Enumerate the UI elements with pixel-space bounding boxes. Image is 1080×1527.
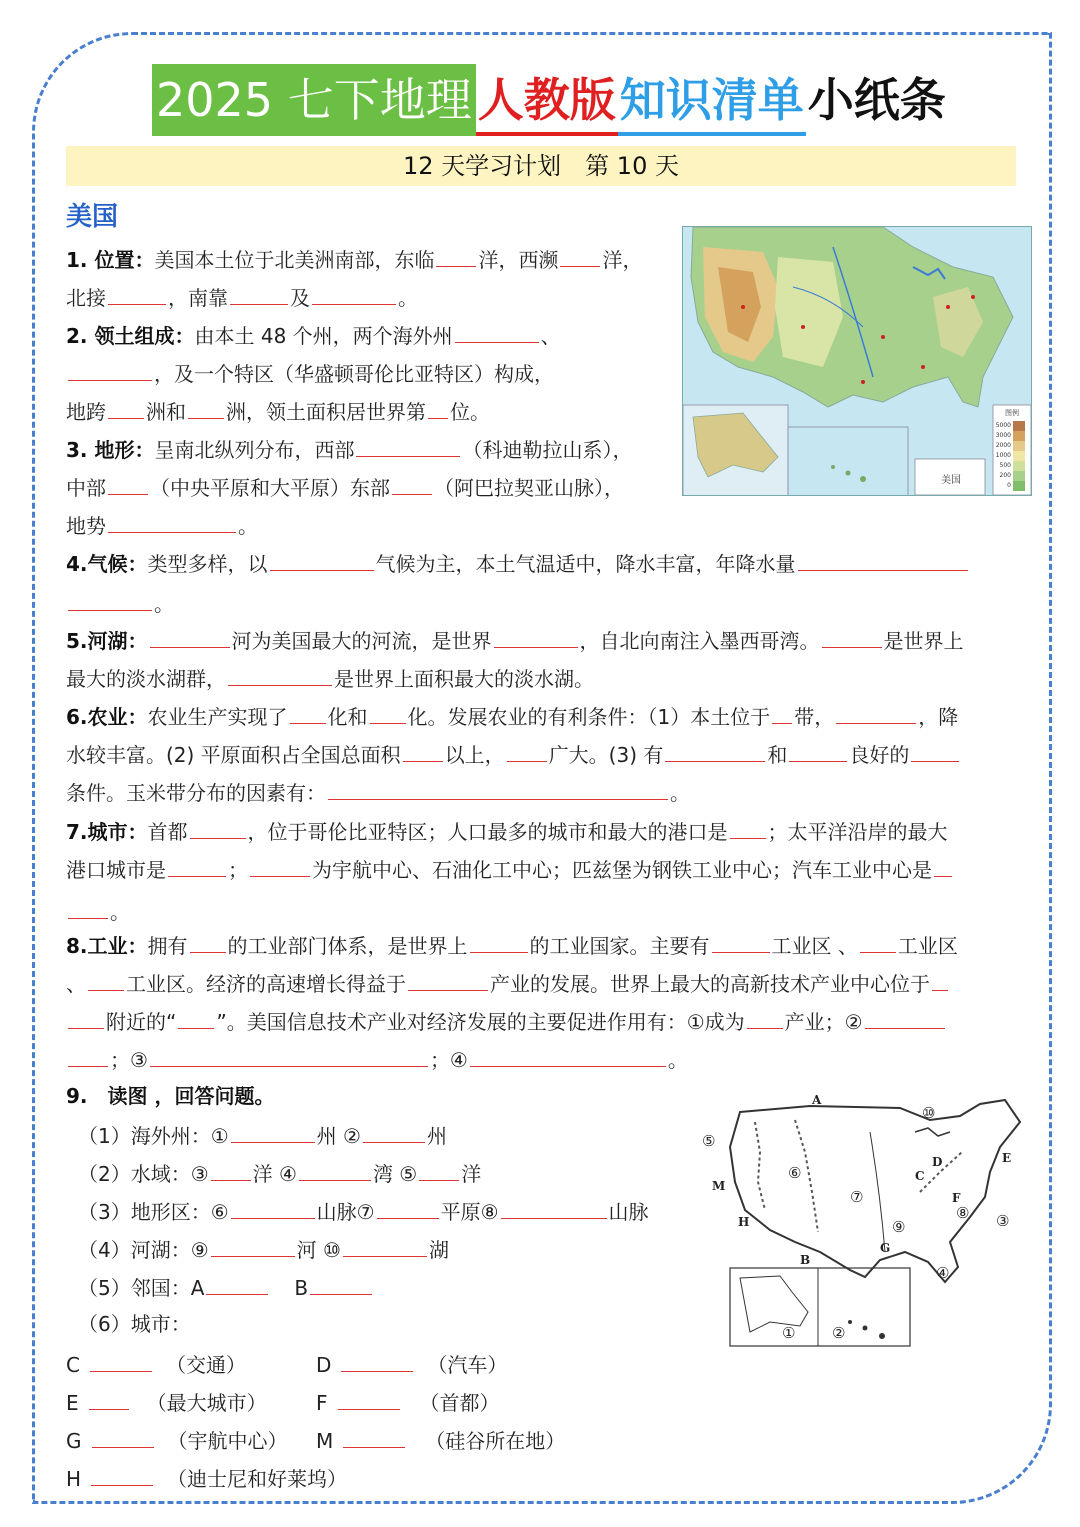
legend-value: 1000 xyxy=(995,452,1011,459)
item-7-line-1: 7.城市：首都 ，位于哥伦比亚特区；人口最多的城市和最大的港口是 ；太平洋沿岸的最大 xyxy=(66,820,948,844)
q9-2-waters: （2）水域：③ 洋 ④ 湾 ⑤ 洋 xyxy=(78,1162,482,1186)
map-number-10: ⑩ xyxy=(922,1104,936,1122)
usa-topographic-map-svg xyxy=(683,227,1032,496)
q9-6-cities: （6）城市： xyxy=(78,1312,191,1336)
item-5-line-2: 最大的淡水湖群， 是世界上面积最大的淡水湖。 xyxy=(66,667,594,691)
title-edition: 人教版 xyxy=(476,64,618,136)
map-number-7: ⑦ xyxy=(850,1188,864,1206)
item-8-line-1: 8.工业：拥有 的工业部门体系，是世界上 的工业国家。主要有 工业区 、 工业区 xyxy=(66,934,958,958)
map-number-5: ⑤ xyxy=(702,1132,716,1150)
legend-value: 5000 xyxy=(995,422,1011,429)
item-8-line-3: 附近的“ ”。美国信息技术产业对经济发展的主要促进作用有：①成为 产业；② xyxy=(66,1008,947,1034)
map-letter-g: G xyxy=(880,1241,891,1255)
map-number-3: ③ xyxy=(996,1212,1010,1230)
legend-value: 3000 xyxy=(995,432,1011,439)
map-number-9: ⑨ xyxy=(892,1218,906,1236)
item-3-line-2: 中部 （中央平原和大平原）东部 （阿巴拉契亚山脉）， xyxy=(66,476,624,500)
map-letter-h: H xyxy=(738,1215,750,1229)
item-1-line-1: 1. 位置：美国本土位于北美洲南部，东临 洋，西濒 洋， xyxy=(66,248,643,272)
item-3-line-3: 地势 。 xyxy=(66,514,258,538)
city-row-2: E （最大城市） F （首都） xyxy=(66,1391,500,1415)
map-number-8: ⑧ xyxy=(956,1204,970,1222)
map-letter-b: B xyxy=(800,1253,811,1267)
map-number-1: ① xyxy=(782,1324,796,1342)
map-letter-e: E xyxy=(1002,1151,1012,1165)
title-year-subject: 2025 七下地理 xyxy=(152,64,476,136)
city-row-3: G （宇航中心） M （硅谷所在地） xyxy=(66,1429,566,1453)
item-9-heading: 9. 读图 ，回答问题。 xyxy=(66,1084,275,1108)
legend-value: 200 xyxy=(999,472,1011,479)
item-2-line-1: 2. 领土组成：由本土 48 个州，两个海外州 、 xyxy=(66,324,561,348)
map1-legend-title: 图例 xyxy=(1005,409,1019,417)
item-5-line-1: 5.河湖： 河为美国最大的河流，是世界 ，自北向南注入墨西哥湾。 是世界上 xyxy=(66,629,964,653)
page-title xyxy=(152,64,948,136)
map-letter-m: M xyxy=(712,1179,726,1193)
title-note: 小纸条 xyxy=(807,73,946,127)
usa-outline-map-question-9 xyxy=(700,1092,1030,1348)
q9-1-overseas-states: （1）海外州：① 州 ② 州 xyxy=(78,1124,447,1148)
q9-3-landforms: （3）地形区：⑥ 山脉⑦ 平原⑧ 山脉 xyxy=(78,1200,649,1224)
city-row-1: C （交通） D （汽车） xyxy=(66,1353,508,1377)
map-number-4: ④ xyxy=(936,1264,950,1282)
map-letter-a: A xyxy=(812,1093,822,1107)
item-2-line-2: ，及一个特区（华盛顿哥伦比亚特区）构成， xyxy=(66,360,554,386)
item-6-line-2: 水较丰富。(2) 平原面积占全国总面积 以上， 广大。(3) 有 和 良好的 xyxy=(66,741,961,767)
map-letter-c: C xyxy=(915,1169,925,1183)
item-7-line-3: 。 xyxy=(66,898,130,924)
item-7-line-2: 港口城市是 ； 为宇航中心、石油化工中心；匹兹堡为钢铁工业中心；汽车工业中心是 xyxy=(66,856,954,882)
section-title-usa: 美国 xyxy=(66,202,119,232)
city-row-4: H （迪士尼和好莱坞） xyxy=(66,1467,348,1491)
item-6-line-1: 6.农业：农业生产实现了 化和 化。发展农业的有利条件：（1）本土位于 带， ，降 xyxy=(66,705,959,729)
usa-topographic-map xyxy=(682,226,1032,496)
item-4-line-2: 。 xyxy=(66,590,174,616)
map-letter-f: F xyxy=(952,1191,961,1205)
item-3-line-1: 3. 地形：呈南北纵列分布，西部 （科迪勒拉山系）， xyxy=(66,438,633,462)
usa-outline-map-svg xyxy=(700,1092,1030,1348)
map-number-2: ② xyxy=(832,1324,846,1342)
item-8-line-4: ；③ ；④ 。 xyxy=(66,1046,688,1072)
item-4-line-1: 4.气候：类型多样，以 气候为主，本土气温适中，降水丰富，年降水量 xyxy=(66,550,970,576)
map1-inset-label: 美国 xyxy=(941,475,961,486)
item-2-line-3: 地跨 洲和 洲，领土面积居世界第 位。 xyxy=(66,400,490,424)
item-6-line-3: 条件。玉米带分布的因素有： 。 xyxy=(66,781,690,805)
map-letter-d: D xyxy=(932,1155,943,1169)
legend-value: 500 xyxy=(999,462,1011,469)
legend-value: 0 xyxy=(1007,482,1011,489)
item-8-line-2: 、 工业区。经济的高速增长得益于 产业的发展。世界上最大的高新技术产业中心位于 xyxy=(66,970,950,996)
title-knowledge-list: 知识清单 xyxy=(618,64,806,136)
item-1-line-2: 北接 ，南靠 及 。 xyxy=(66,286,418,310)
map-number-6: ⑥ xyxy=(788,1164,802,1182)
legend-value: 2000 xyxy=(995,442,1011,449)
study-plan-banner: 12 天学习计划 第 10 天 xyxy=(66,146,1016,186)
q9-5-neighbors: （5）邻国：A B xyxy=(78,1274,374,1300)
q9-4-rivers-lakes: （4）河湖：⑨ 河 ⑩ 湖 xyxy=(78,1238,449,1262)
